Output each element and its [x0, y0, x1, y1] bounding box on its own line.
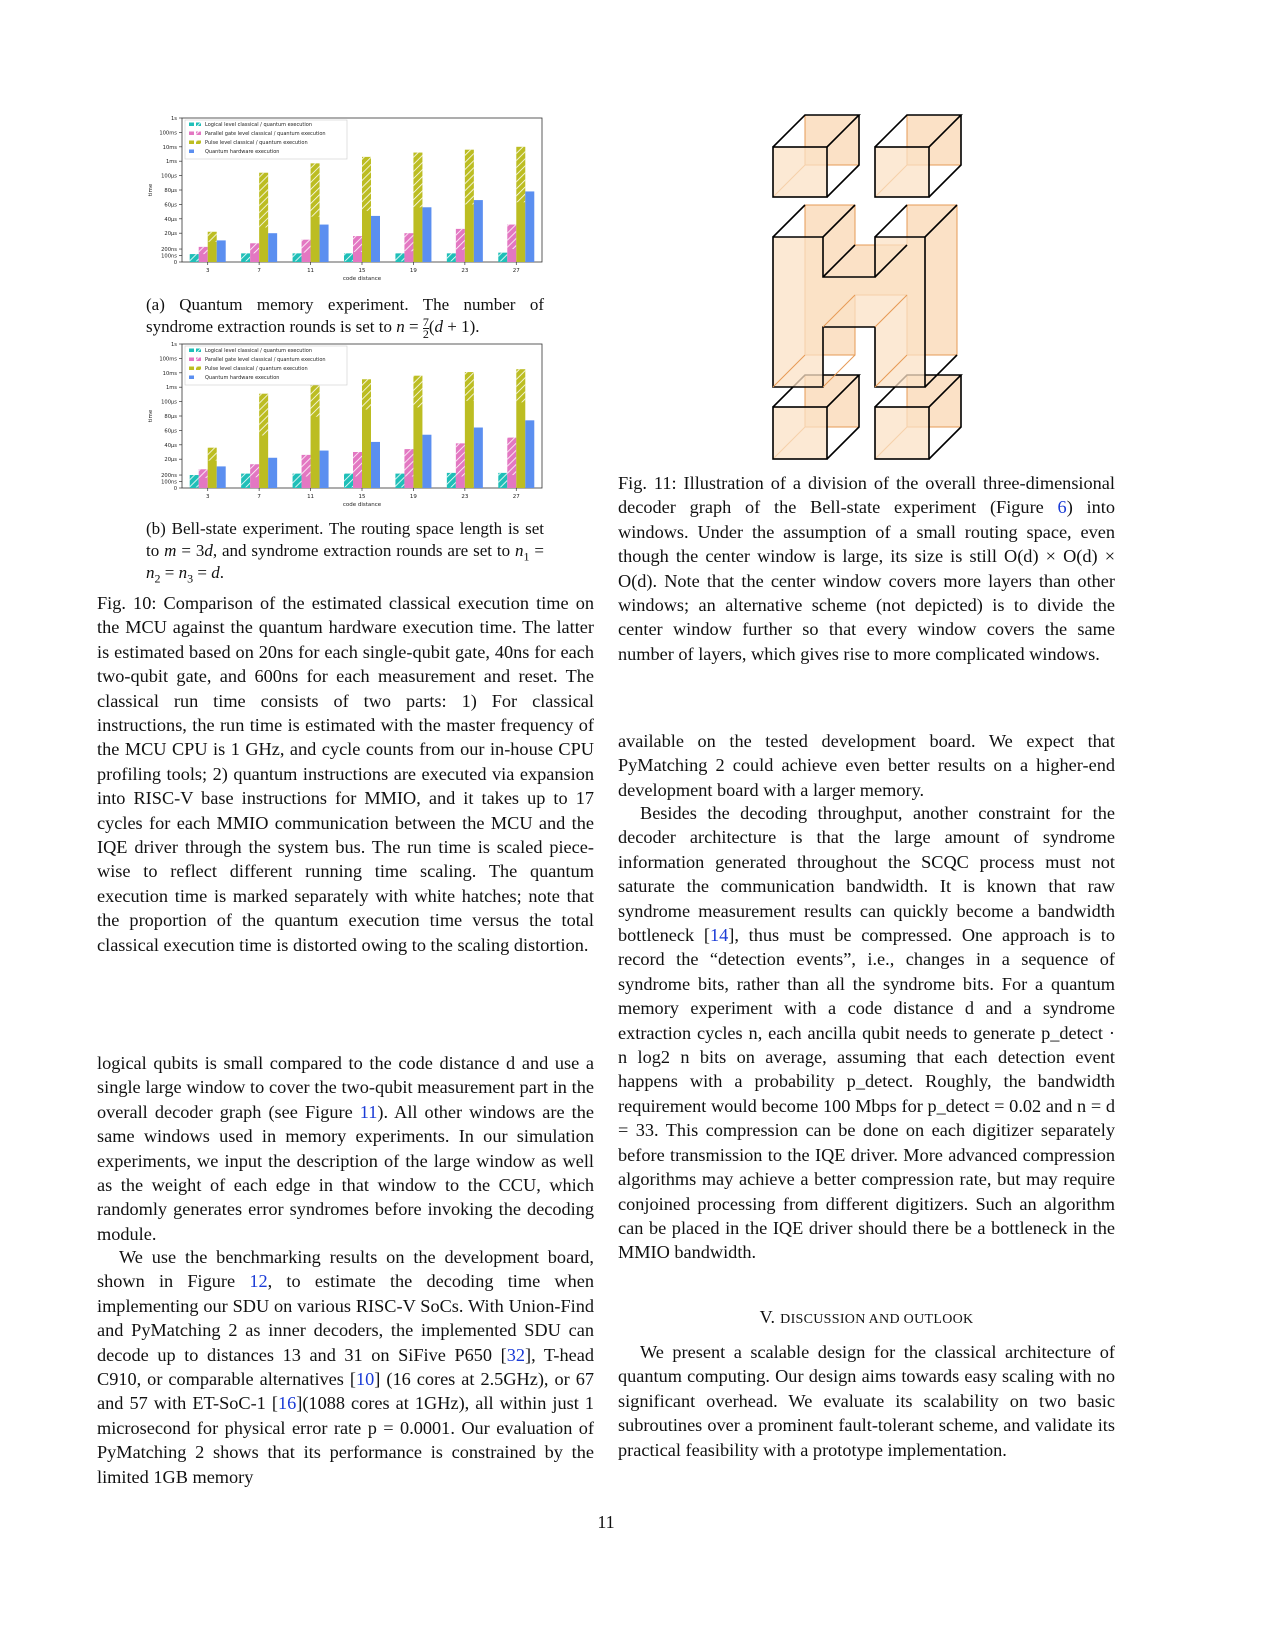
x-tick-label: 15: [358, 494, 366, 500]
bar: [422, 207, 431, 262]
bar-hatch: [498, 253, 507, 262]
y-tick-label: 200ns: [161, 247, 177, 254]
bar: [320, 225, 329, 262]
x-tick-label: 3: [205, 494, 210, 500]
y-tick-label: 60μs: [164, 428, 177, 435]
x-tick-label: 7: [257, 268, 261, 274]
bar-hatch: [447, 253, 456, 261]
bar-chart-bell-state: [140, 338, 555, 510]
bar-hatch: [353, 452, 362, 476]
legend-hatch: [196, 141, 201, 145]
bar: [217, 240, 226, 262]
bar-hatch: [395, 253, 404, 261]
bar-hatch: [353, 236, 362, 252]
figure-11-link[interactable]: 11: [359, 1101, 378, 1122]
y-tick-label: 0: [173, 486, 177, 492]
figure-12-link[interactable]: 12: [249, 1271, 268, 1292]
legend-entry: Quantum hardware execution: [205, 149, 280, 155]
bar-hatch: [302, 240, 311, 253]
window-box-top-left: [773, 115, 859, 197]
legend: [185, 120, 347, 159]
bar: [217, 466, 226, 488]
subfigure-caption-a: (a) Quantum memory experiment. The number of syndrome extraction rounds is set to n = $\frac{7}{2}$ (d + 1).: [146, 295, 544, 341]
bar-hatch: [362, 379, 371, 409]
legend-swatch: [189, 150, 194, 154]
bar-hatch: [404, 233, 413, 251]
legend: [185, 346, 347, 385]
bar-hatch: [259, 173, 268, 228]
legend-hatch: [196, 367, 201, 371]
bar-hatch: [456, 229, 465, 250]
y-tick-label: 100μs: [161, 399, 177, 406]
citation-10-link[interactable]: 10: [356, 1369, 375, 1390]
bar-hatch: [465, 150, 474, 205]
depth-edge: [875, 205, 907, 237]
y-axis-label: time: [148, 409, 154, 423]
bar-hatch: [395, 474, 404, 488]
bar-hatch: [498, 473, 507, 487]
y-tick-label: 100μs: [161, 173, 177, 180]
bar-hatch: [311, 385, 320, 417]
x-tick-label: 19: [409, 268, 417, 274]
legend-entry: Parallel gate level classical / quantum execution: [205, 357, 326, 363]
bar-hatch: [362, 157, 371, 211]
x-tick-label: 11: [307, 268, 315, 274]
y-tick-label: 80μs: [164, 188, 177, 194]
x-tick-label: 11: [307, 494, 315, 500]
citation-14-link[interactable]: 14: [709, 925, 729, 946]
bar-hatch: [404, 449, 413, 476]
left-paragraph-2: We use the benchmarking results on the development board, shown in Figure 12, to estimate the decoding time when implementing our SDU on various RISC-V SoCs. With Union-Find and PyMatching 2 as inner decoders, the implemented SDU can decode up to distances 13 and 31 on SiFive P650 [32], T-head C910, or comparable alternatives [10] (16 cores at 2.5GHz), or 67 and 57 with ET-SoC-1 [16](1088 cores at 1GHz), all within just 1 microsecond for physical error rate p = 0.0001. Our evaluation of PyMatching 2 shows that its performance is constrained by the limited 1GB memory: [97, 1247, 595, 1487]
citation-16-link[interactable]: 16: [277, 1393, 297, 1414]
right-paragraph-3: We present a scalable design for the classical architecture of quantum computing. Our design aims towards easy scaling with no significant overhead. We evaluate its scalability on two basic subroutines over a prominent fault-tolerant scheme, and validate its practical feasibility with a prototype implementation.: [618, 1342, 1115, 1460]
bar: [371, 442, 380, 488]
x-tick-label: 7: [257, 494, 261, 500]
bar-hatch: [190, 254, 199, 261]
y-tick-label: 1ms: [165, 159, 177, 166]
legend-entry: Logical level classical / quantum execution: [205, 348, 312, 354]
x-tick-label: 27: [512, 268, 520, 274]
x-tick-label: 23: [461, 268, 469, 274]
bar-hatch: [456, 443, 465, 476]
y-tick-label: 1s: [170, 116, 177, 122]
right-paragraph-2: Besides the decoding throughput, another constraint for the decoder architecture is that the large amount of syndrome information generated throughout the SCQC process must not saturate the communication bandwidth. It is known that raw syndrome measurement results can quickly become a bandwidth bottleneck [14], thus must be compressed. One approach is to record the “detection events”, i.e., changes in a sequence of syndrome bits, rather than all the syndrome bits. For a quantum memory experiment with a code distance d and a syndrome extraction cycles n, each ancilla qubit needs to generate p_detect · n log2 n bits on average, assuming that each detection event happens with a probability p_detect. Roughly, the bandwidth requirement would become 100 Mbps for p_detect = 0.02 and n = d = 33. This compression can be done on each digitizer separately before transmission to the IQE driver. More advanced compression algorithms may achieve a better compression rate, but may require conjoined processing from different digitizers. Such an algorithm can be placed in the IQE driver should there be a bottleneck in the MMIO bandwidth.: [618, 803, 1115, 1263]
y-tick-label: 10ms: [162, 144, 177, 151]
legend-swatch: [189, 132, 194, 136]
bar-hatch: [208, 232, 217, 242]
bar-hatch: [199, 247, 208, 254]
bar-hatch: [250, 243, 259, 253]
y-tick-label: 0: [173, 260, 177, 266]
legend-swatch: [189, 141, 194, 145]
legend-entry: Quantum hardware execution: [205, 375, 280, 381]
bar: [268, 233, 277, 262]
bar-hatch: [208, 448, 217, 461]
section-heading: V. DISCUSSION AND OUTLOOK: [759, 1307, 974, 1327]
right-paragraph-1: available on the tested development board. We expect that PyMatching 2 could achieve even better results on a higher-end development board with a larger memory.: [618, 731, 1115, 800]
bar-hatch: [465, 372, 474, 401]
window-center-h: [773, 205, 957, 387]
y-tick-label: 40μs: [164, 442, 177, 449]
x-tick-label: 23: [461, 494, 469, 500]
bar: [525, 191, 534, 262]
y-tick-label: 40μs: [164, 216, 177, 223]
legend-swatch: [189, 358, 194, 362]
figure-10-caption: Fig. 10: Comparison of the estimated classical execution time on the MCU against the quantum hardware execution time. The latter is estimated based on 20ns for each single-qubit gate, 40ns for each two-qubit gate, and 600ns for each measurement and reset. The classical run time consists of two parts: 1) For classical instructions, the run time is estimated with the master frequency of the MCU CPU is 1 GHz, and cycle counts from our in-house CPU profiling tools; 2) quantum instructions are executed via expansion into RISC-V base instructions for MMIO, and it takes up to 17 cycles for each MMIO communication between the MCU and the IQE driver through the system bus. The run time is scaled piece-wise to reflect different running time scaling. The quantum execution time is marked separately with white hatches; note that the proportion of the quantum execution time versus the total classical execution time is distorted owing to the scaling distortion.: [97, 593, 594, 955]
x-tick-label: 27: [512, 494, 520, 500]
y-tick-label: 100ns: [161, 479, 177, 486]
legend-hatch: [196, 123, 201, 127]
y-axis-label: time: [148, 183, 154, 197]
y-tick-label: 100ms: [159, 130, 177, 137]
legend-swatch: [189, 367, 194, 371]
page-number: 11: [597, 1512, 615, 1532]
bar-hatch: [259, 394, 268, 436]
window-box-top-right: [875, 115, 961, 197]
bar-hatch: [507, 438, 516, 475]
citation-32-link[interactable]: 32: [506, 1344, 525, 1365]
bar-hatch: [302, 455, 311, 477]
bar: [371, 216, 380, 262]
legend-entry: Logical level classical / quantum execution: [205, 122, 312, 128]
bar: [474, 428, 483, 488]
legend-hatch: [196, 349, 201, 353]
bar-hatch: [413, 153, 422, 208]
bar-hatch: [447, 473, 456, 487]
x-tick-label: 19: [409, 494, 417, 500]
figure-6-link[interactable]: 6: [1057, 497, 1067, 518]
bar-hatch: [293, 474, 302, 488]
y-tick-label: 1s: [170, 342, 177, 348]
bar-hatch: [311, 163, 320, 216]
left-paragraph-1: logical qubits is small compared to the code distance d and use a single large window to cover the two-qubit measurement part in the overall decoder graph (see Figure 11). All other windows are the same windows used in memory experiments. In our simulation experiments, we input the description of the large window as well as the weight of each edge in that window to the CCU, which randomly generates error syndromes before invoking the decoding module.: [97, 1053, 595, 1244]
subfigure-caption-b: (b) Bell-state experiment. The routing space length is set to m = 3d, and syndrome extraction rounds are set to $n_1 = n_2 = n_3 = d$.: [146, 519, 545, 586]
bar-hatch: [507, 225, 516, 249]
depth-edge: [773, 205, 805, 237]
bar-hatch: [199, 469, 208, 478]
bar: [268, 458, 277, 488]
decoder-graph-windows-diagram: [765, 105, 970, 465]
front-face: [875, 147, 929, 197]
bar-hatch: [241, 474, 250, 488]
y-tick-label: 100ns: [161, 253, 177, 260]
x-tick-label: 15: [358, 268, 366, 274]
bar-hatch: [516, 147, 525, 202]
x-tick-label: 3: [205, 268, 210, 274]
x-axis-label: code distance: [342, 276, 382, 282]
y-tick-label: 60μs: [164, 202, 177, 209]
front-face: [875, 407, 929, 459]
y-tick-label: 20μs: [164, 231, 177, 238]
legend-swatch: [189, 376, 194, 380]
legend-hatch: [196, 358, 201, 362]
figure-11-caption: Fig. 11: Illustration of a division of the overall three-dimensional decoder graph of the Bell-state experiment (Figure 6) into windows. Under the assumption of a small routing space, even though the center window is large, its size is still O(d) × O(d) × O(d). Note that the center window covers more layers than other windows; an alternative scheme (not depicted) is to divide the center window further so that every window covers the same number of layers, which gives rise to more complicated windows.: [618, 473, 1115, 664]
front-face: [773, 407, 827, 459]
y-tick-label: 10ms: [162, 370, 177, 377]
bar-hatch: [413, 376, 422, 408]
y-tick-label: 80μs: [164, 414, 177, 420]
bar: [474, 200, 483, 262]
legend-swatch: [189, 123, 194, 127]
legend-entry: Parallel gate level classical / quantum execution: [205, 131, 326, 137]
legend-entry: Pulse level classical / quantum execution: [205, 140, 308, 146]
bar-hatch: [250, 464, 259, 477]
y-tick-label: 20μs: [164, 457, 177, 464]
bar-chart-quantum-memory: [140, 112, 555, 284]
legend-hatch: [196, 132, 201, 136]
legend-swatch: [189, 349, 194, 353]
y-tick-label: 100ms: [159, 356, 177, 363]
bar: [422, 435, 431, 488]
x-axis-label: code distance: [342, 502, 382, 508]
y-tick-label: 1ms: [165, 385, 177, 392]
bar-hatch: [344, 253, 353, 261]
bar-hatch: [344, 474, 353, 488]
y-tick-label: 200ns: [161, 473, 177, 480]
bar-hatch: [516, 369, 525, 402]
legend-entry: Pulse level classical / quantum execution: [205, 366, 308, 372]
bar: [320, 451, 329, 488]
bar-hatch: [190, 475, 199, 487]
front-face: [773, 147, 827, 197]
bar-hatch: [293, 253, 302, 261]
bar-hatch: [241, 253, 250, 261]
bar: [525, 420, 534, 488]
